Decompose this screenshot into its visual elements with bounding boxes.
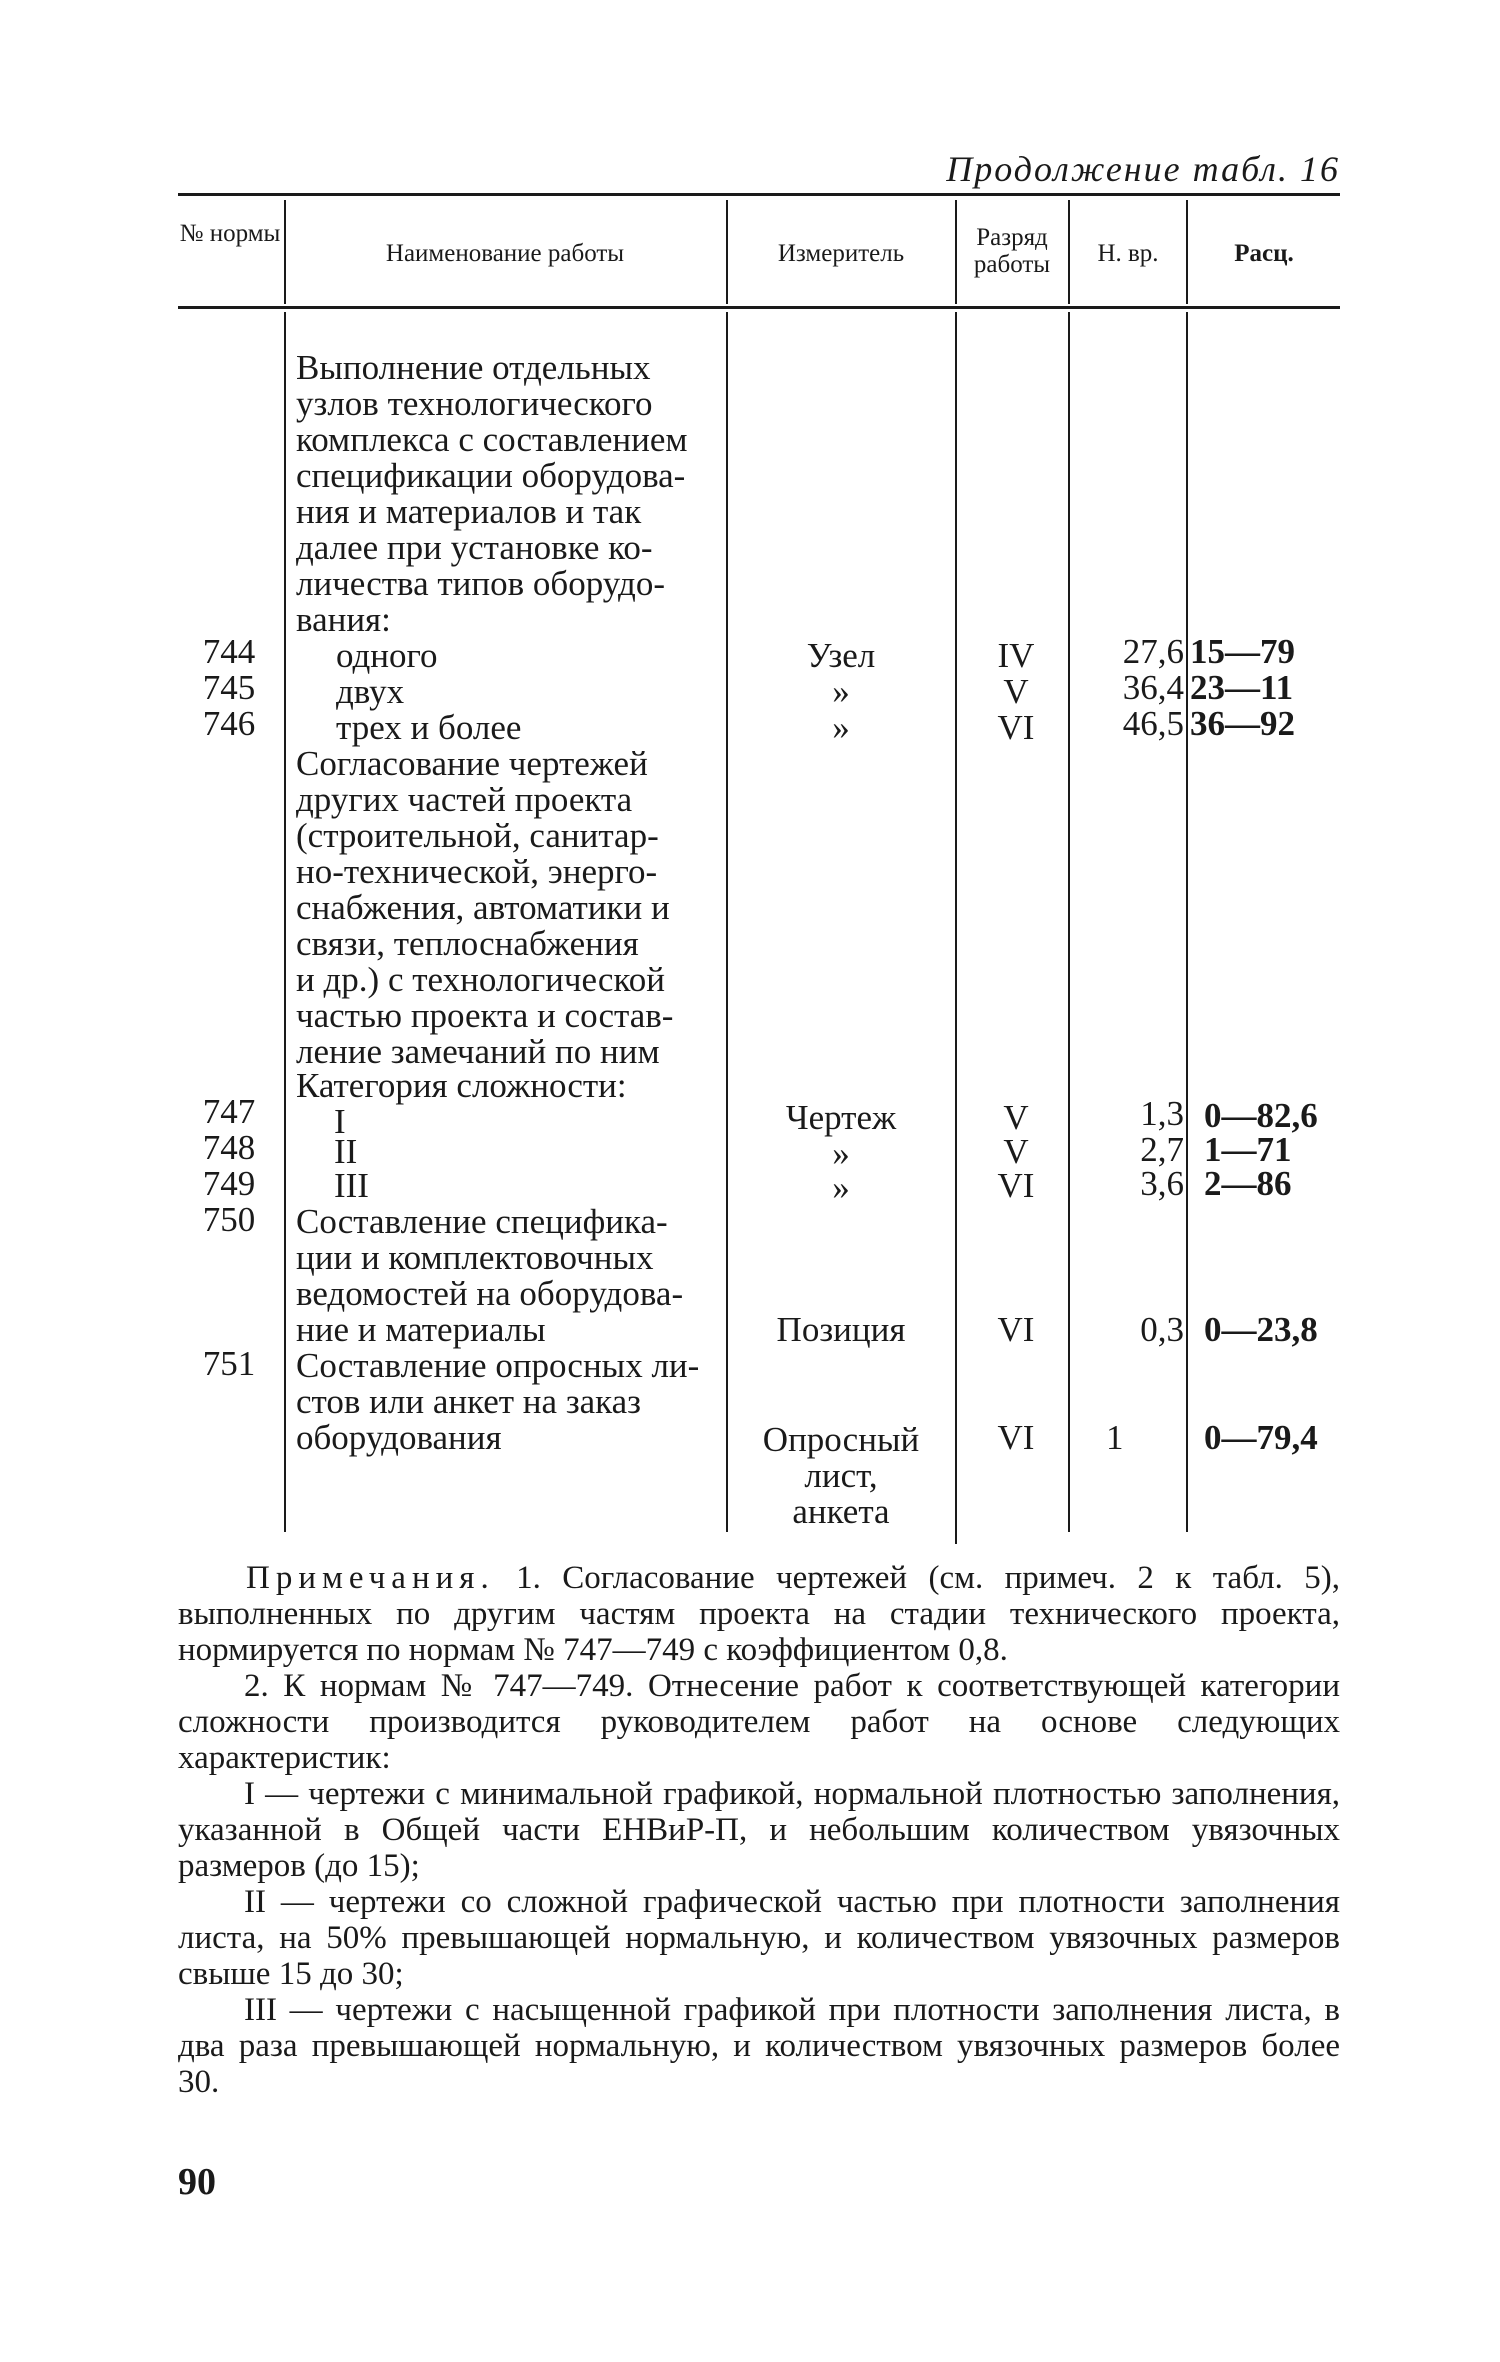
note-2: 2. К нормам № 747—749. Отнесение работ к соответствующей категории сложности производится руководителем работ на основе следующих характеристик: [178,1668,1340,1776]
notes [178,1560,1340,2100]
continuation-label: Продолжение табл. 16 [946,149,1340,189]
table-header-rule [178,306,1340,309]
body-divider-1 [284,312,286,1532]
body-divider-2 [726,312,728,1532]
header-name: Наименование работы [385,240,625,267]
note-1: Примечания. 1. Согласование чертежей (см. примеч. 2 к табл. 5), выполненных по другим частям проекта на стадии технического проекта, нормируется по нормам № 747—749 с коэффициентом 0,8. [178,1560,1341,1668]
header-rate: Расц. [1234,240,1294,267]
body-divider-3 [955,312,957,1544]
note-category-2: II — чертежи со сложной графической частью при плотности заполнения листа, на 50% превышающей нормальную, и количеством увязочных размеров свыше 15 до 30; [178,1884,1340,1992]
note-category-3: III — чертежи с насыщенной графикой при плотности заполнения листа, в два раза превышающей нормальную, и количеством увязочных размеров более 30. [178,1992,1340,2100]
page-number: 90 [178,2161,216,2203]
header-hours: Н. вр. [1097,240,1159,267]
body-divider-5 [1186,312,1188,1532]
note-category-1: I — чертежи с минимальной графикой, нормальной плотностью заполнения, указанной в Общей части ЕНВиР-П, и небольшим количеством увязочных размеров (до 15); [178,1776,1340,1884]
table-top-rule [178,193,1340,196]
header-unit: Измеритель [777,240,905,267]
header-num: № нормы [179,220,281,247]
header-grade: Разряд работы [973,224,1051,278]
body-divider-4 [1068,312,1070,1532]
